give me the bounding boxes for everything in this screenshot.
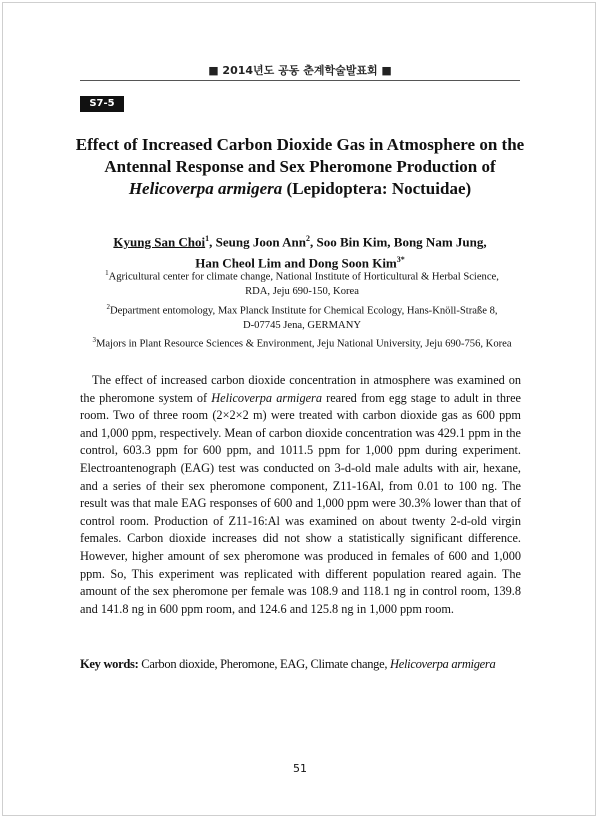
- session-badge: S7-5: [80, 96, 124, 112]
- author-line-1: [80, 230, 520, 251]
- presenting-author: Kyung San Choi: [113, 234, 206, 250]
- header-rule: [80, 80, 520, 81]
- title-line-1: Effect of Increased Carbon Dioxide Gas in Atmosphere on the: [75, 135, 525, 154]
- affiliation-2: [78, 300, 526, 319]
- keywords-species: Helicoverpa armigera: [390, 657, 496, 671]
- paper-title: [70, 134, 530, 200]
- title-taxon: (Lepidoptera: Noctuidae): [282, 179, 472, 198]
- title-species: Helicoverpa armigera: [128, 179, 283, 198]
- affiliation-2-cont: D-07745 Jena, GERMANY: [243, 319, 361, 331]
- affiliation-3: [78, 333, 526, 352]
- abstract-species: Helicoverpa armigera: [211, 390, 322, 405]
- keywords-label: Key words:: [80, 657, 139, 671]
- title-line-3: [70, 178, 530, 200]
- affil-1-text: Agricultural center for climate change, National Institute of Horticultural & Herbal Science,: [108, 271, 499, 283]
- author-2: , Seung Joon Ann: [209, 234, 306, 250]
- title-line-2: Antennal Response and Sex Pheromone Production of: [104, 157, 496, 176]
- affil-2-text: Department entomology, Max Planck Institute for Chemical Ecology, Hans-Knöll-Straße 8,: [109, 305, 498, 317]
- affil-3-text: Majors in Plant Resource Sciences & Environment, Jeju National University, Jeju 690-756, Korea: [95, 338, 512, 350]
- author-6-7: Han Cheol Lim and Dong Soon Kim: [195, 255, 397, 271]
- affiliation-1-cont: RDA, Jeju 690-150, Korea: [245, 286, 359, 298]
- abstract-part-1: The effect of increased carbon dioxide concentration in atmosphere was examined on the pheromone system of: [80, 373, 521, 405]
- running-header: ■ 2014년도 공동 춘계학술발표회 ■: [208, 64, 392, 77]
- affiliation-1: [78, 266, 526, 285]
- abstract-body: [80, 372, 521, 618]
- page-number: 51: [293, 762, 307, 775]
- keywords: [80, 656, 530, 672]
- corresponding-mark: 3*: [396, 255, 405, 265]
- keywords-list: Carbon dioxide, Pheromone, EAG, Climate change,: [138, 657, 391, 671]
- affil-3-mark: 3: [92, 336, 96, 345]
- affil-1-mark: 1: [105, 269, 109, 277]
- author-3-5: , Soo Bin Kim, Bong Nam Jung,: [309, 234, 487, 250]
- affiliations: [78, 266, 526, 352]
- presenter-affil-mark: 1: [205, 234, 210, 243]
- abstract-part-2: reared from egg stage to adult in three room. Two of three room (2×2×2 m) were treated with carbon dioxide gas as 600 ppm and 1,000 ppm, respectively. Mean of carbon dioxide concentration was 429.1 ppm in the control, 603.3 ppm for 600 ppm, and 1011.5 ppm for 1,000 ppm during experiment. Electroantenograph (EAG) test was conducted on 3-d-old male adults with air, hexane, and a series of their sex pheromone component, Z11-16Al, from 0.01 to 100 ng. The result was that male EAG responses of 600 and 1,000 ppm were 30.3% lower than that of control room. Production of Z11-16:Al was examined on about twenty 2-d-old virgin females. Carbon dioxide increases did not show a statistically significant difference. However, higher amount of sex pheromone was produced in females of 600 and 1,000 ppm. So, This experiment was replicated with different population reared again. The amount of the sex pheromone per female was 108.9 and 118.1 ng in control room, 139.8 and 141.8 ng in 600 ppm room, and 124.6 and 125.8 ng in 1,000 ppm room.: [80, 390, 521, 616]
- affil-2-mark: 2: [106, 302, 110, 311]
- author-2-affil-mark: 2: [305, 234, 310, 243]
